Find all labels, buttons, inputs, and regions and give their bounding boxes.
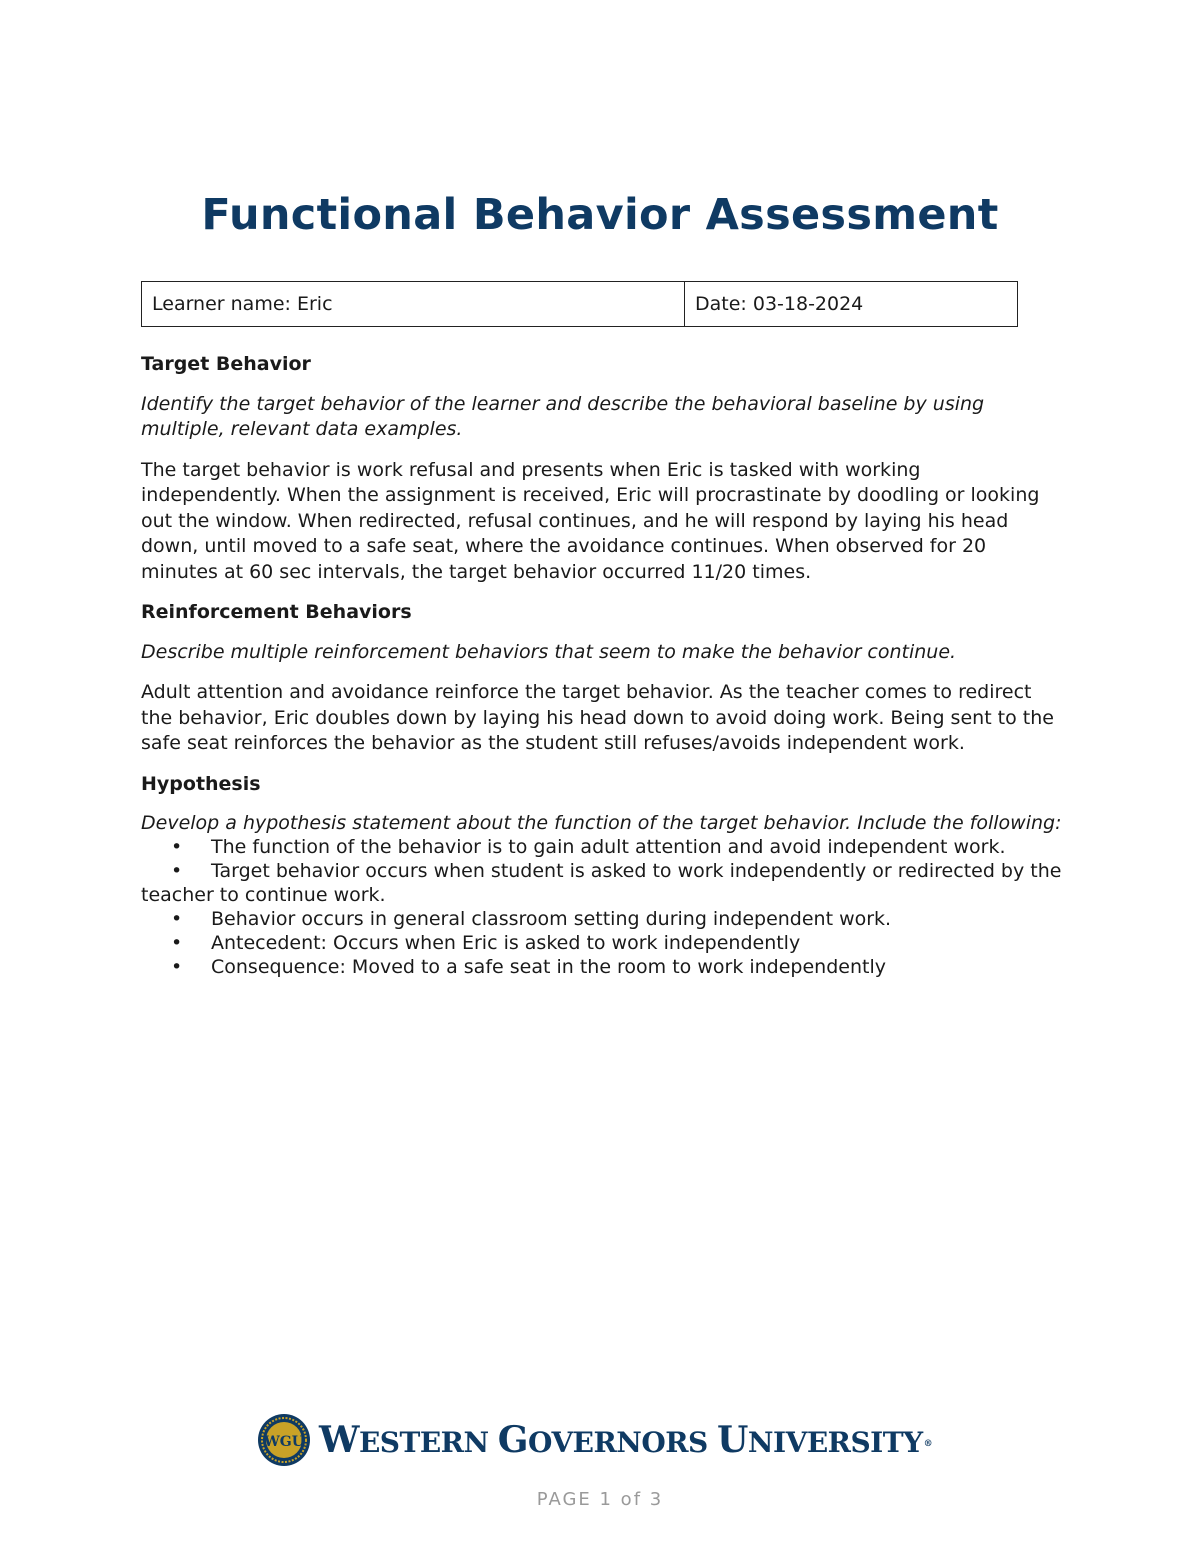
learner-info-table (141, 281, 1018, 327)
document-body (141, 352, 1066, 979)
bullet-icon: • (171, 860, 183, 882)
page-number: PAGE 1 of 3 (536, 1489, 664, 1510)
hypothesis-heading: Hypothesis (141, 772, 261, 795)
bullet-icon: • (171, 908, 183, 930)
target-behavior-heading: Target Behavior (141, 353, 311, 375)
hypothesis-prompt: Develop a hypothesis statement about the function of the target behavior. Include the following: (141, 812, 1062, 834)
target-behavior-text: The target behavior is work refusal and presents when Eric is tasked with working independently. When the assignment is received, Eric will procrastinate by doodling or looking out the window. When redirected, refusal continues, and he will respond by laying his head down, until moved to a safe seat, where the avoidance continues. When observed for 20 minutes at 60 sec intervals, the target behavior occurred 11/20 times. (141, 458, 1040, 583)
learner-name-cell: Learner name: Eric (142, 282, 685, 327)
date-cell: Date: 03-18-2024 (685, 282, 1018, 327)
list-item: • Behavior occurs in general classroom setting during independent work. (171, 908, 892, 930)
bullet-icon: • (171, 956, 183, 978)
reinforcement-text: Adult attention and avoidance reinforce the target behavior. As the teacher comes to redirect the behavior, Eric doubles down by laying his head down to avoid doing work. Being sent to the safe seat reinforces the behavior as the student still refuses/avoids independent work. (141, 681, 1054, 754)
list-item: • Consequence: Moved to a safe seat in the room to work independently (171, 956, 886, 978)
reinforcement-heading: Reinforcement Behaviors (141, 601, 412, 623)
list-item: • The function of the behavior is to gain adult attention and avoid independent work. (171, 836, 1006, 858)
hypothesis-list (141, 835, 1066, 979)
bullet-icon: • (171, 932, 183, 954)
document-title: Functional Behavior Assessment (201, 190, 999, 240)
list-item: • Antecedent: Occurs when Eric is asked to work independently (171, 932, 801, 954)
reinforcement-prompt: Describe multiple reinforcement behaviors that seem to make the behavior continue. (141, 640, 957, 663)
bullet-icon: • (171, 836, 183, 858)
wgu-logo (257, 1413, 933, 1469)
target-behavior-prompt: Identify the target behavior of the learner and describe the behavioral baseline by using multiple, relevant data examples. (141, 392, 985, 440)
svg-text:WGU: WGU (264, 1434, 304, 1450)
university-wordmark: WESTERN GOVERNORS UNIVERSITY® (319, 1419, 933, 1461)
wgu-seal-icon (257, 1413, 311, 1467)
list-item: • Target behavior occurs when student is asked to work independently or redirected by the teacher to continue work. (141, 860, 1062, 906)
